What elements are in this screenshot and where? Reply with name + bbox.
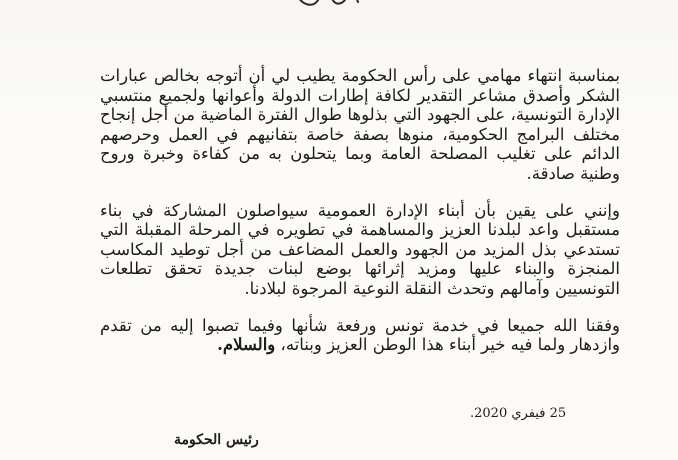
letter-body bbox=[100, 66, 620, 355]
header-handwriting-mark bbox=[290, 0, 370, 10]
letter-paragraph-1: بمناسبة انتهاء مهامي على رأس الحكومة يطيب لي أن أتوجه بخالص عبارات الشكر وأصدق مشاعر التقدير لكافة إطارات الدولة وأعوانها ولجميع منتسبي الإدارة التونسية، على الجهود التي بذلوها طوال الفترة الماضية من أجل إنجاح مختلف البرامج الحكومية، منوها بصفة خاصة بتفانيهم في العمل وحرصهم الدائم على تغليب المصلحة العامة وبما يتحلون به من كفاءة وخبرة وروح وطنية صادقة. bbox=[100, 66, 620, 183]
closing-text: وفقنا الله جميعا في خدمة تونس ورفعة شأنها وفيما تصبوا إليه من تقدم وازدهار ولما فيه خير أبناء هذا الوطن العزيز وبناته، bbox=[100, 315, 620, 355]
signature-title: رئيس الحكومة bbox=[174, 432, 259, 448]
closing-salutation: والسلام. bbox=[217, 335, 276, 355]
letter-date: 25 فيفري 2020. bbox=[470, 406, 567, 421]
letter-paragraph-3 bbox=[100, 316, 620, 355]
letter-paragraph-2: وإنني على يقين بأن أبناء الإدارة العمومية سيواصلون المشاركة في بناء مستقبل واعد لبلدنا العزيز والمساهمة في تطويره في المرحلة المقبلة التي تستدعي بذل المزيد من الجهود والعمل المضاعف من أجل توطيد المكاسب المنجزة والبناء عليها ومزيد إثرائها بوضع لبنات جديدة تحقق تطلعات التونسيين وآمالهم وتحدث النقلة النوعية المرجوة لبلادنا. bbox=[100, 200, 620, 298]
